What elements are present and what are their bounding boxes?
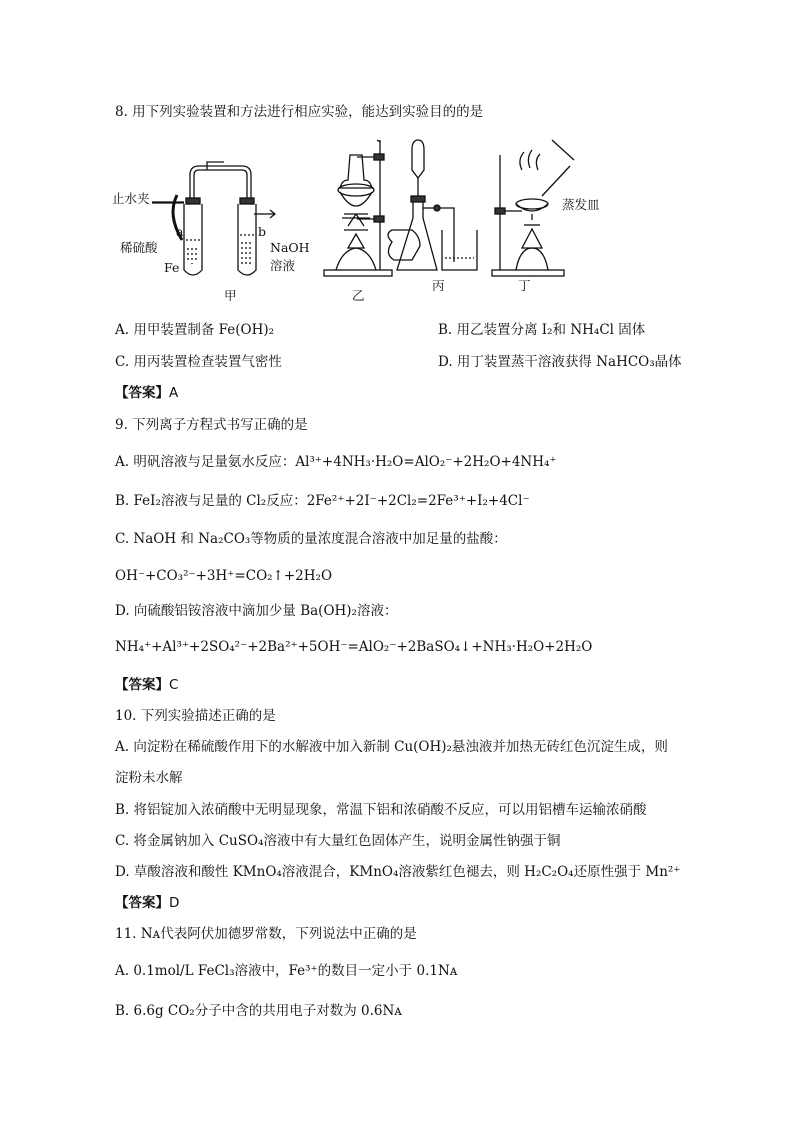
q8-option-a: A. 用甲装置制备 Fe(OH)₂ [115, 322, 275, 338]
label-solution: 溶液 [270, 258, 296, 273]
q9-option-b: B. FeI₂溶液与足量的 Cl₂反应：2Fe²⁺+2I⁻+2Cl₂=2Fe³⁺+I₂+4Cl⁻ [115, 493, 530, 509]
question-8-stem: 8. 用下列实验装置和方法进行相应实验，能达到实验目的的是 [115, 104, 484, 120]
q10-answer [115, 894, 179, 912]
question-9-stem: 9. 下列离子方程式书写正确的是 [115, 417, 308, 433]
q9-option-d-text: D. 向硫酸铝铵溶液中滴加少量 Ba(OH)₂溶液： [115, 603, 398, 619]
q8-option-c: C. 用丙装置检查装置气密性 [115, 354, 282, 370]
answer-label: 【答案】 [115, 677, 169, 693]
label-ding: 丁 [518, 278, 531, 293]
apparatus-yi [324, 140, 392, 276]
question-10-stem: 10. 下列实验描述正确的是 [115, 708, 276, 724]
q9-option-a: A. 明矾溶液与足量氨水反应：Al³⁺+4NH₃·H₂O=AlO₂⁻+2H₂O+4NH₄⁺ [115, 454, 557, 470]
answer-value: A [169, 385, 179, 401]
q8-answer [115, 384, 178, 402]
q10-option-d: D. 草酸溶液和酸性 KMnO₄溶液混合，KMnO₄溶液紫红色褪去，则 H₂C₂O₄还原性强于 Mn²⁺ [115, 864, 681, 880]
q10-option-c: C. 将金属钠加入 CuSO₄溶液中有大量红色固体产生，说明金属性钠强于铜 [115, 833, 561, 849]
apparatus-figure [112, 130, 632, 308]
q11-option-a: A. 0.1mol/L FeCl₃溶液中，Fe³⁺的数目一定小于 0.1Nᴀ [115, 963, 458, 979]
apparatus-bing [388, 140, 477, 270]
label-naoh: NaOH [270, 240, 310, 255]
q10-option-b: B. 将铝锭加入浓硝酸中无明显现象，常温下铝和浓硝酸不反应，可以用铝槽车运输浓硝酸 [115, 802, 647, 818]
q9-option-d-equation: NH₄⁺+Al³⁺+2SO₄²⁻+2Ba²⁺+5OH⁻=AlO₂⁻+2BaSO₄↓+NH₃·H₂O+2H₂O [115, 639, 593, 655]
q8-option-b: B. 用乙装置分离 I₂和 NH₄Cl 固体 [438, 322, 646, 338]
apparatus-jia [152, 162, 275, 275]
label-a: a [176, 224, 184, 239]
q9-answer [115, 676, 178, 694]
answer-value: C [169, 677, 179, 693]
label-acid: 稀硫酸 [120, 240, 158, 255]
q10-option-a-line1: A. 向淀粉在稀硫酸作用下的水解液中加入新制 Cu(OH)₂悬浊液并加热无砖红色沉淀生成，则 [115, 739, 668, 755]
q10-option-a-line2: 淀粉未水解 [115, 770, 183, 786]
q11-option-b: B. 6.6g CO₂分子中含的共用电子对数为 0.6Nᴀ [115, 1003, 402, 1019]
label-clamp: 止水夹 [112, 191, 150, 206]
q9-option-c-text: C. NaOH 和 Na₂CO₃等物质的量浓度混合溶液中加足量的盐酸： [115, 531, 507, 547]
label-yi: 乙 [352, 288, 365, 303]
answer-label: 【答案】 [115, 895, 169, 911]
q9-option-c-equation: OH⁻+CO₃²⁻+3H⁺=CO₂↑+2H₂O [115, 568, 333, 584]
q8-option-d: D. 用丁装置蒸干溶液获得 NaHCO₃晶体 [438, 354, 682, 370]
question-11-stem: 11. Nᴀ代表阿伏加德罗常数，下列说法中正确的是 [115, 926, 417, 942]
label-fe: Fe [164, 260, 180, 275]
label-bing: 丙 [432, 278, 445, 293]
label-jia: 甲 [224, 288, 237, 303]
label-b: b [258, 224, 267, 239]
answer-label: 【答案】 [115, 385, 169, 401]
answer-value: D [169, 895, 180, 911]
label-dish: 蒸发皿 [562, 197, 600, 212]
